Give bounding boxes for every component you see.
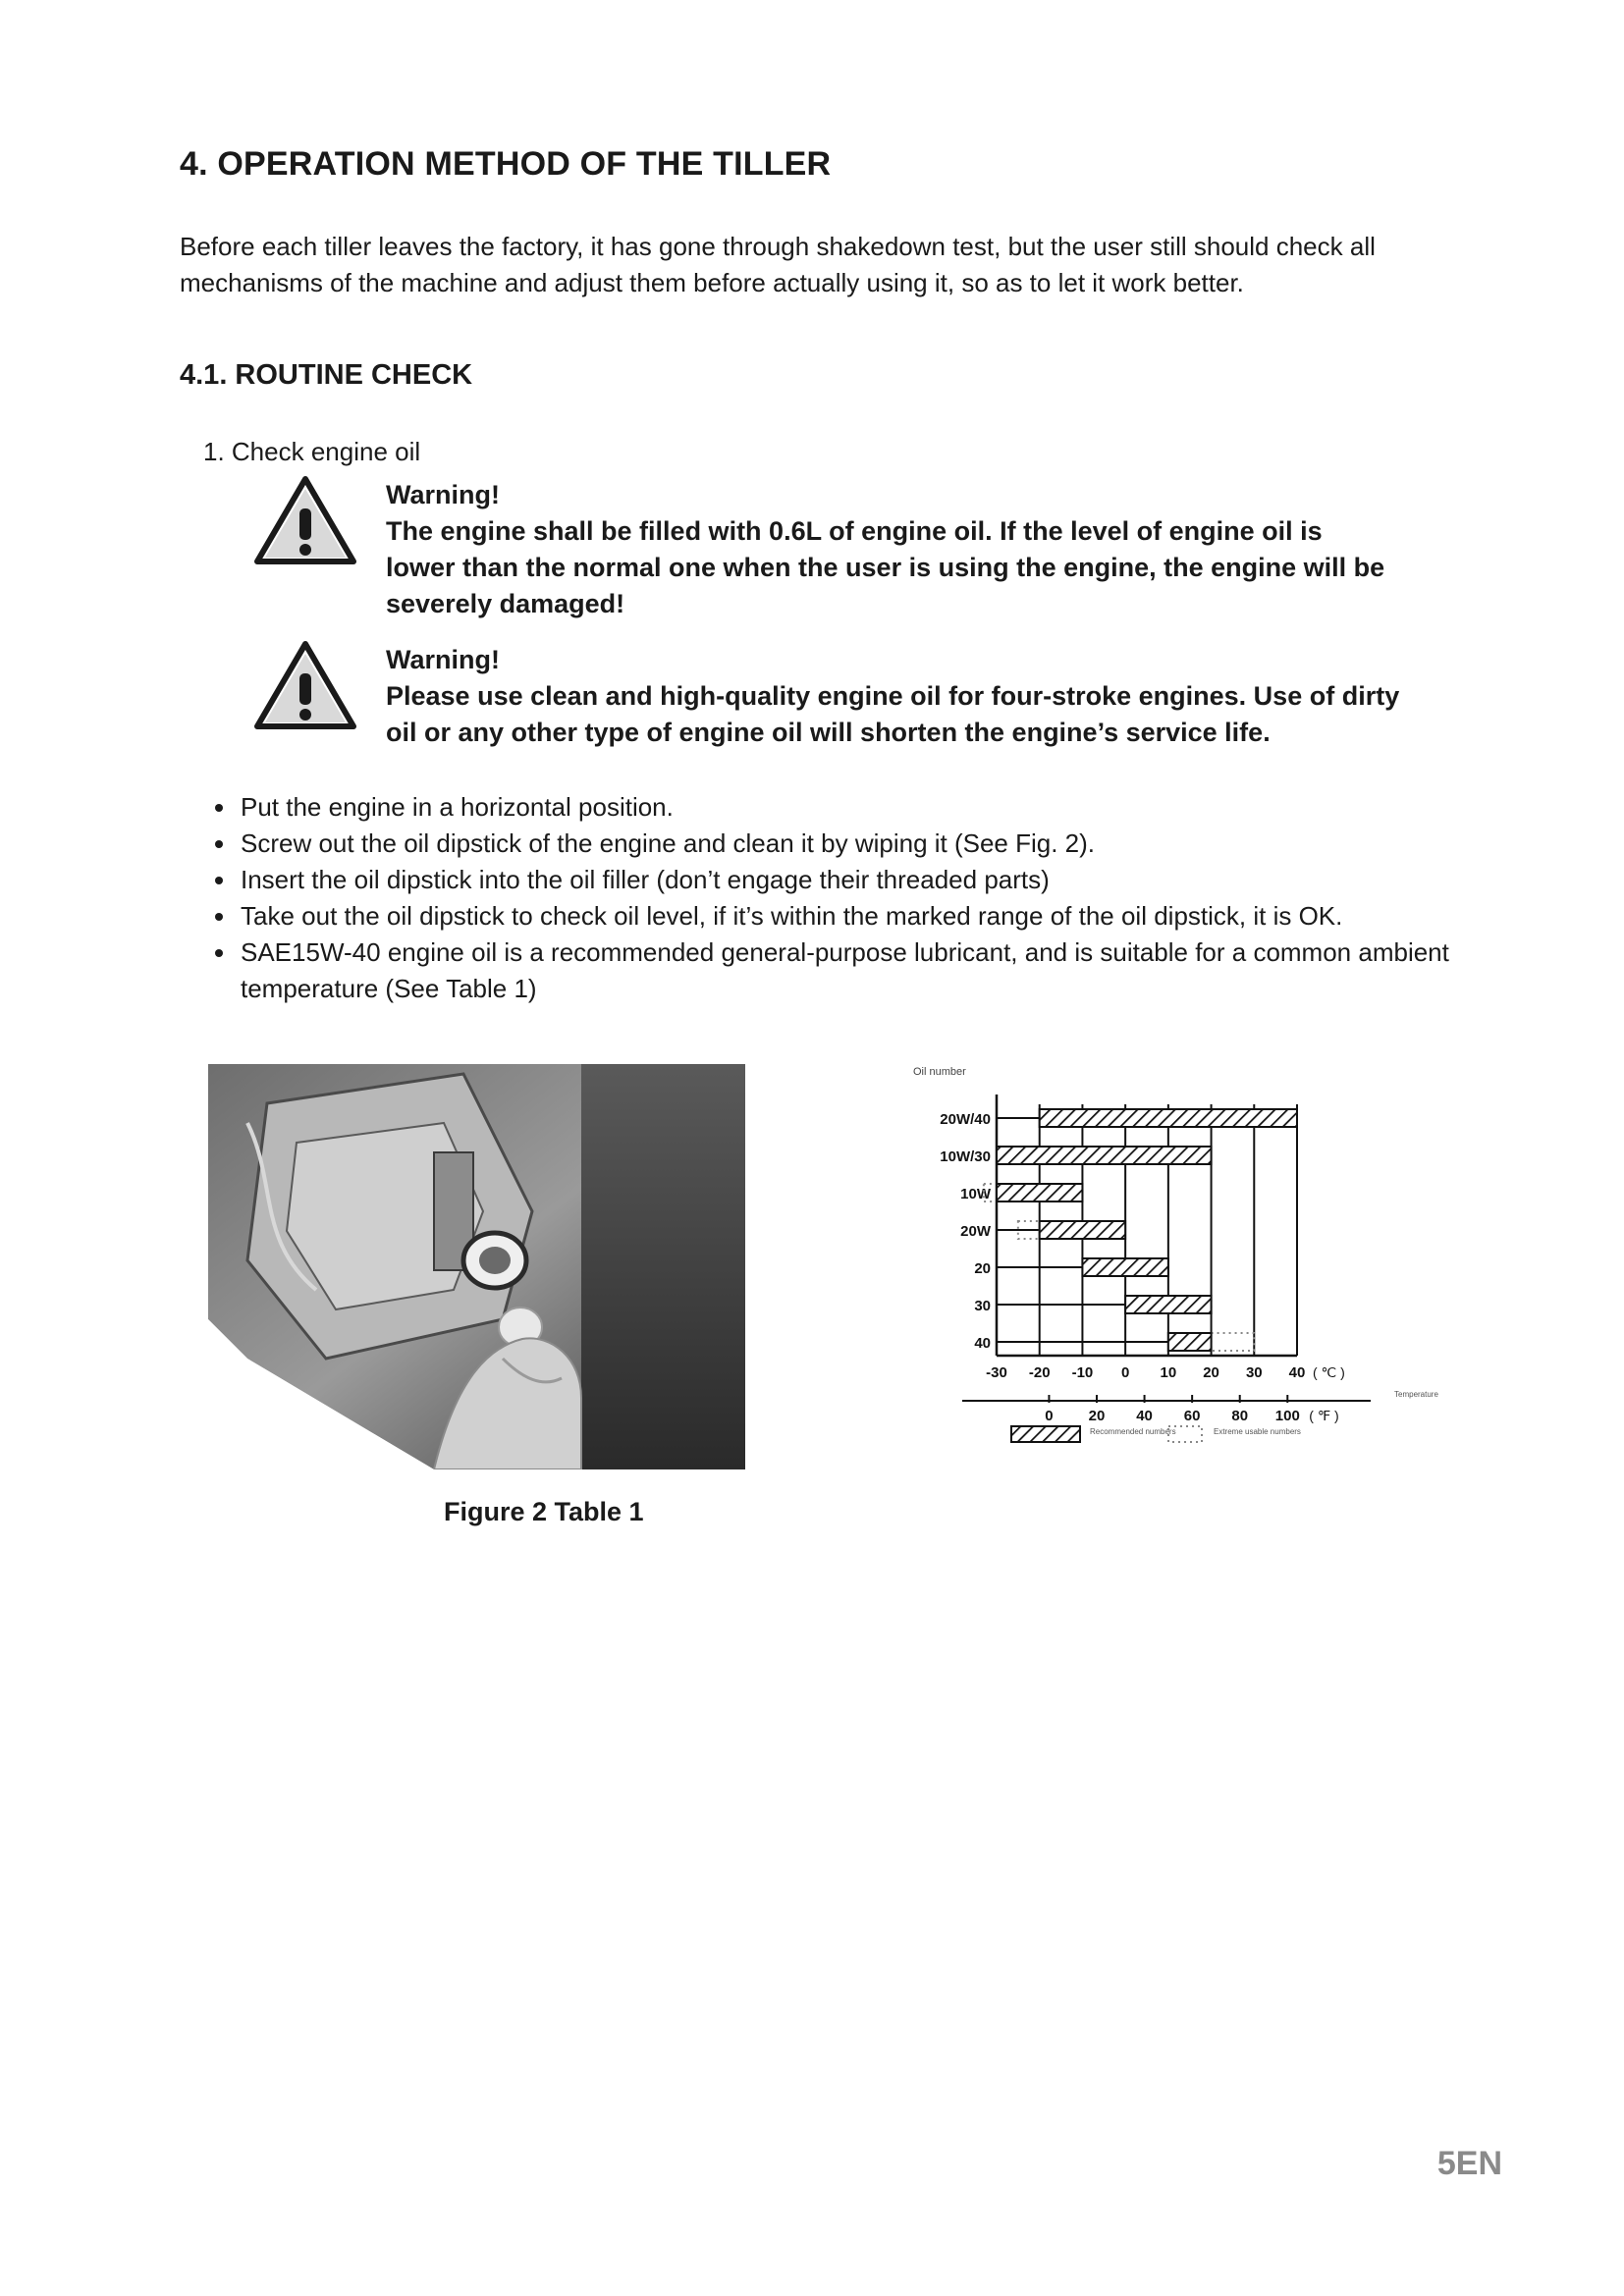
row-label: 20W/40 [940,1111,991,1128]
x-tick-label-celsius: -30 [986,1364,1007,1381]
warning-line: Please use clean and high-quality engine oil for four-stroke engines. Use of dirty [386,681,1400,711]
x-tick-label-celsius: -20 [1028,1364,1051,1381]
instruction-list [211,789,1488,1007]
x-tick-label-celsius: -10 [1071,1364,1094,1381]
x-tick-label-fahrenheit: 80 [1231,1408,1249,1424]
warning-triangle-icon [253,640,357,730]
step-check-engine-oil: 1. Check engine oil [203,437,421,466]
warning-triangle-icon [253,475,357,565]
warning-line: The engine shall be filled with 0.6L of engine oil. If the level of engine oil is [386,516,1323,546]
x-tick-label-celsius: 10 [1160,1364,1177,1381]
page-number: 5EN [1436,2145,1502,2182]
recommended-bar [997,1184,1082,1201]
list-item-text: SAE15W-40 engine oil is a recommended general-purpose lubricant, and is suitable for a common ambient temperature (See Table 1) [241,937,1449,1003]
warning-title: Warning! [386,480,500,509]
x-unit-fahrenheit: ( ℉ ) [1309,1408,1339,1423]
list-item [211,934,1488,1007]
bullet-icon [215,840,223,848]
x-tick-label-celsius: 20 [1203,1364,1219,1381]
row-label: 40 [974,1335,991,1352]
recommended-bar [1040,1221,1125,1239]
row-label: 10W/30 [940,1148,991,1165]
oil-viscosity-chart [903,1055,1453,1487]
recommended-bar [1125,1296,1211,1313]
recommended-bar [1168,1333,1212,1351]
recommended-bar [1082,1258,1167,1276]
bullet-icon [215,877,223,884]
list-item-text: Insert the oil dipstick into the oil filler (don’t engage their threaded parts) [241,865,1050,894]
warning-block-1 [386,477,1505,622]
legend-recommended-label: Recommended numbers [1090,1427,1176,1436]
warning-block-2 [386,642,1505,751]
extreme-bar [1212,1333,1255,1351]
list-item [211,862,1488,898]
page-heading: 4. OPERATION METHOD OF THE TILLER [180,145,832,183]
warning-line: oil or any other type of engine oil will shorten the engine’s service life. [386,718,1271,747]
list-item [211,826,1488,862]
dipstick-photo [208,1064,745,1469]
x-tick-label-celsius: 40 [1288,1364,1306,1381]
recommended-bar [997,1147,1212,1164]
x-tick-label-fahrenheit: 40 [1136,1408,1153,1424]
warning-title: Warning! [386,645,500,674]
x-unit-celsius: ( ℃ ) [1313,1364,1345,1380]
row-label: 20 [974,1260,991,1277]
x-tick-label-celsius: 30 [1245,1364,1263,1381]
list-item [211,898,1488,934]
x-tick-label-celsius: 0 [1120,1364,1130,1381]
x-tick-label-fahrenheit: 60 [1183,1408,1201,1424]
recommended-bar [1040,1109,1297,1127]
list-item [211,789,1488,826]
x-tick-label-fahrenheit: 20 [1088,1408,1106,1424]
row-label: 10W [960,1186,991,1202]
bullet-icon [215,949,223,957]
row-label: 30 [974,1298,991,1314]
list-item-text: Screw out the oil dipstick of the engine and clean it by wiping it (See Fig. 2). [241,828,1096,858]
x-tick-label-fahrenheit: 0 [1045,1408,1054,1424]
x-axis-label: Temperature [1394,1390,1438,1399]
warning-line: lower than the normal one when the user is using the engine, the engine will be [386,553,1385,582]
bullet-icon [215,913,223,921]
list-item-text: Take out the oil dipstick to check oil level, if it’s within the marked range of the oil dipstick, it is OK. [241,901,1343,931]
section-heading: 4.1. ROUTINE CHECK [180,359,473,391]
warning-line: severely damaged! [386,589,625,618]
bullet-icon [215,804,223,812]
row-label: 20W [960,1223,991,1240]
legend-recommended-swatch [1011,1426,1080,1442]
list-item-text: Put the engine in a horizontal position. [241,792,674,822]
figure-caption: Figure 2 Table 1 [444,1497,644,1526]
intro-paragraph: Before each tiller leaves the factory, it has gone through shakedown test, but the user still should check all mechanisms of the machine and adjust them before actually using it, so as to let it work better. [180,232,1376,297]
y-axis-label: Oil number [913,1066,966,1078]
x-tick-label-fahrenheit: 100 [1274,1408,1300,1424]
legend-extreme-label: Extreme usable numbers [1214,1427,1301,1436]
